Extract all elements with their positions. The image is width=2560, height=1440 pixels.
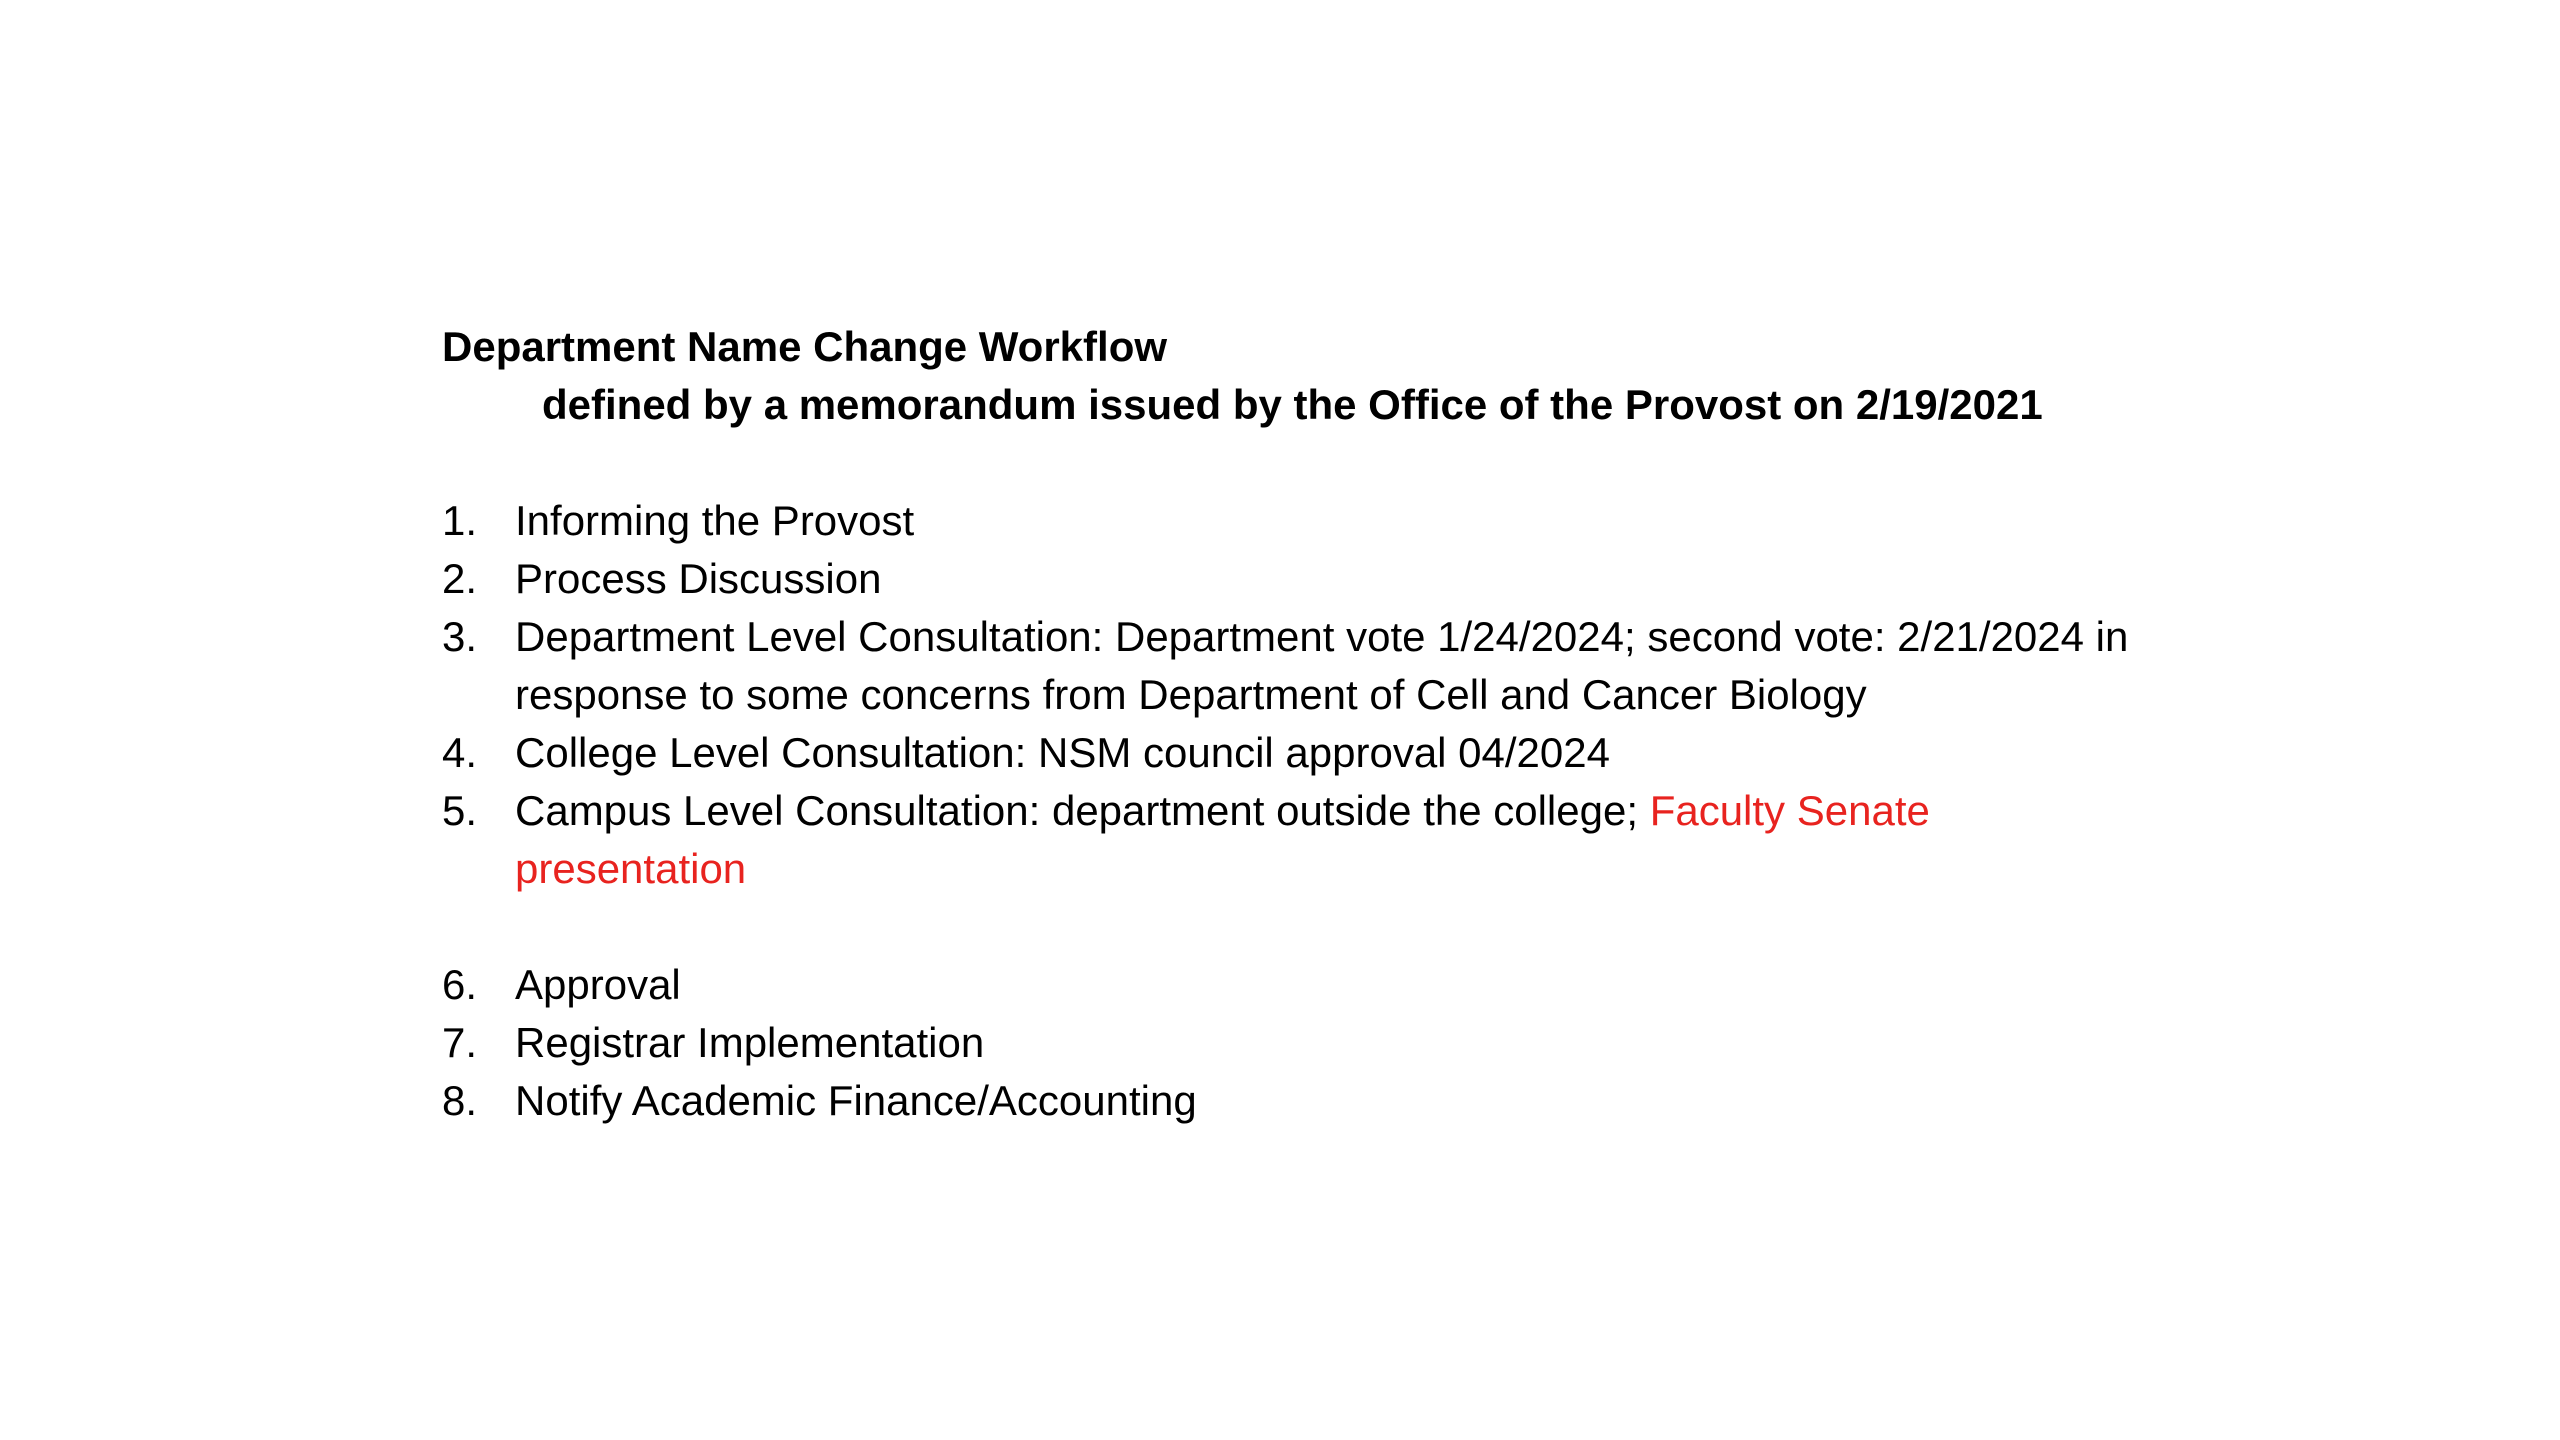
workflow-steps: [442, 492, 2142, 1130]
step-number: 2.: [442, 555, 478, 602]
step-5: [442, 782, 2142, 898]
step-4: [442, 724, 2142, 782]
step-number: 1.: [442, 497, 478, 544]
step-3: [442, 608, 2142, 724]
step-number: 7.: [442, 1019, 478, 1066]
document-subtitle: defined by a memorandum issued by the Office of the Provost on 2/19/2021: [542, 381, 2043, 428]
step-text: Approval: [515, 961, 681, 1008]
document-title: Department Name Change Workflow: [442, 323, 1168, 370]
step-7: [442, 1014, 2142, 1072]
step-8: [442, 1072, 2142, 1130]
step-text: Department Level Consultation: Department vote 1/24/2024; second vote: 2/21/2024 in response to some concerns from Department of Cell and Cancer Biology: [515, 613, 2129, 718]
step-number: 6.: [442, 961, 478, 1008]
step-number: 4.: [442, 729, 478, 776]
step-number: 5.: [442, 787, 478, 834]
document-body: [442, 318, 2142, 1130]
step-text: Process Discussion: [515, 555, 882, 602]
step-text: Informing the Provost: [515, 497, 915, 544]
step-number: 8.: [442, 1077, 478, 1124]
step-text: Registrar Implementation: [515, 1019, 985, 1066]
step-6: [442, 956, 2142, 1014]
step-highlight-text: Faculty Senate presentation: [515, 787, 1930, 892]
step-1: [442, 492, 2142, 550]
step-number: 3.: [442, 613, 478, 660]
step-2: [442, 550, 2142, 608]
step-text: Campus Level Consultation: department outside the college;: [515, 787, 1650, 834]
step-text: College Level Consultation: NSM council approval 04/2024: [515, 729, 1610, 776]
step-text: Notify Academic Finance/Accounting: [515, 1077, 1197, 1124]
